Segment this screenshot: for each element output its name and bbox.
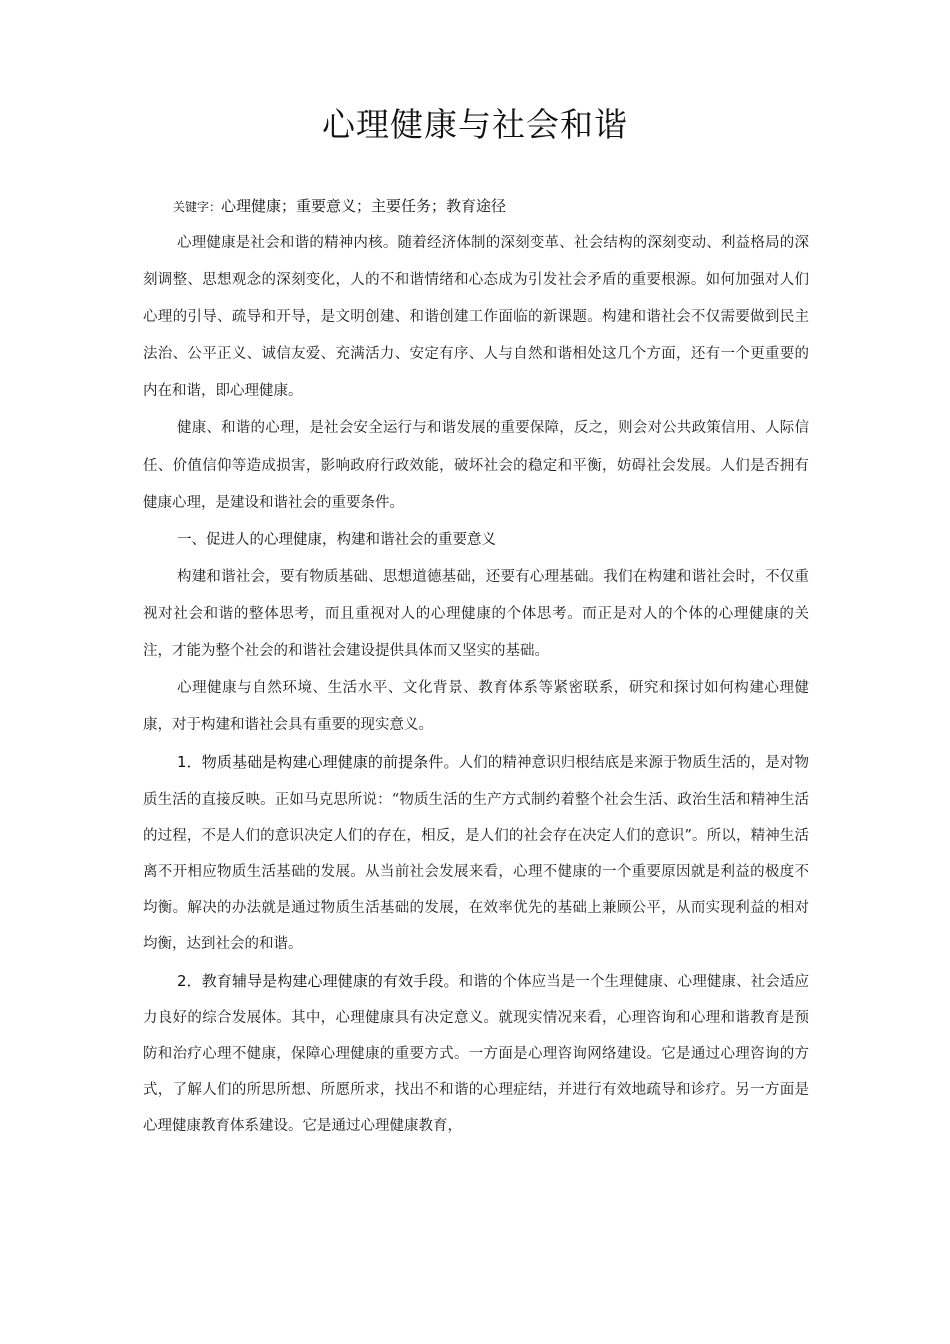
point-2-body: 和谐的个体应当是一个生理健康、心理健康、社会适应力良好的综合发展体。其中，心理健康具有决定意义。就现实情况来看，心理咨询和心理和谐教育是预防和治疗心理不健康，保障心理健康的重要方式。一方面是心理咨询网络建设。它是通过心理咨询的方式，了解人们的所思所想、所愿所求，找出不和谐的心理症结，并进行有效地疏导和诊疗。另一方面是心理健康教育体系建设。它是通过心理健康教育， bbox=[143, 973, 809, 1135]
keywords-text: 心理健康；重要意义；主要任务；教育途径 bbox=[221, 197, 507, 215]
point-2-lead: 2．教育辅导是构建心理健康的有效手段。 bbox=[177, 971, 459, 990]
section-heading-1: 一、促进人的心理健康，构建和谐社会的重要意义 bbox=[177, 531, 496, 548]
paragraph-research: 心理健康与自然环境、生活水平、文化背景、教育体系等紧密联系，研究和探讨如何构建心理健康，对于构建和谐社会具有重要的现实意义。 bbox=[143, 680, 809, 734]
paragraph-importance: 健康、和谐的心理，是社会安全运行与和谐发展的重要保障，反之，则会对公共政策信用、人际信任、价值信仰等造成损害，影响政府行政效能，破坏社会的稳定和平衡，妨碍社会发展。人们是否拥有健康心理，是建设和谐社会的重要条件。 bbox=[143, 420, 809, 511]
paragraph-intro: 心理健康是社会和谐的精神内核。随着经济体制的深刻变革、社会结构的深刻变动、利益格局的深刻调整、思想观念的深刻变化，人的不和谐情绪和心态成为引发社会矛盾的重要根源。如何加强对人们心理的引导、疏导和开导，是文明创建、和谐创建工作面临的新课题。构建和谐社会不仅需要做到民主法治、公平正义、诚信友爱、充满活力、安定有序、人与自然和谐相处这几个方面，还有一个更重要的内在和谐，即心理健康。 bbox=[143, 235, 809, 400]
keywords-line bbox=[173, 192, 506, 221]
document-body bbox=[143, 225, 809, 1145]
paragraph-material-basis bbox=[143, 744, 809, 962]
point-1-lead: 1．物质基础是构建心理健康的前提条件。 bbox=[177, 753, 459, 772]
keywords-label: 关键字： bbox=[173, 200, 222, 214]
document-title: 心理健康与社会和谐 bbox=[322, 105, 628, 144]
paragraph-foundation: 构建和谐社会，要有物质基础、思想道德基础，还要有心理基础。我们在构建和谐社会时，不仅重视对社会和谐的整体思考，而且重视对人的心理健康的个体思考。而正是对人的个体的心理健康的关注，才能为整个社会的和谐社会建设提供具体而又坚实的基础。 bbox=[143, 568, 809, 660]
paragraph-education bbox=[143, 963, 809, 1145]
point-1-body: 人们的精神意识归根结底是来源于物质生活的，是对物质生活的直接反映。正如马克思所说：“物质生活的生产方式制约着整个社会生活、政治生活和精神生活的过程，不是人们的意识决定人们的存在，相反，是人们的社会存在决定人们的意识”。所以，精神生活离不开相应物质生活基础的发展。从当前社会发展来看，心理不健康的一个重要原因就是利益的极度不均衡。解决的办法就是通过物质生活基础的发展，在效率优先的基础上兼顾公平，从而实现利益的相对均衡，达到社会的和谐。 bbox=[143, 755, 809, 953]
